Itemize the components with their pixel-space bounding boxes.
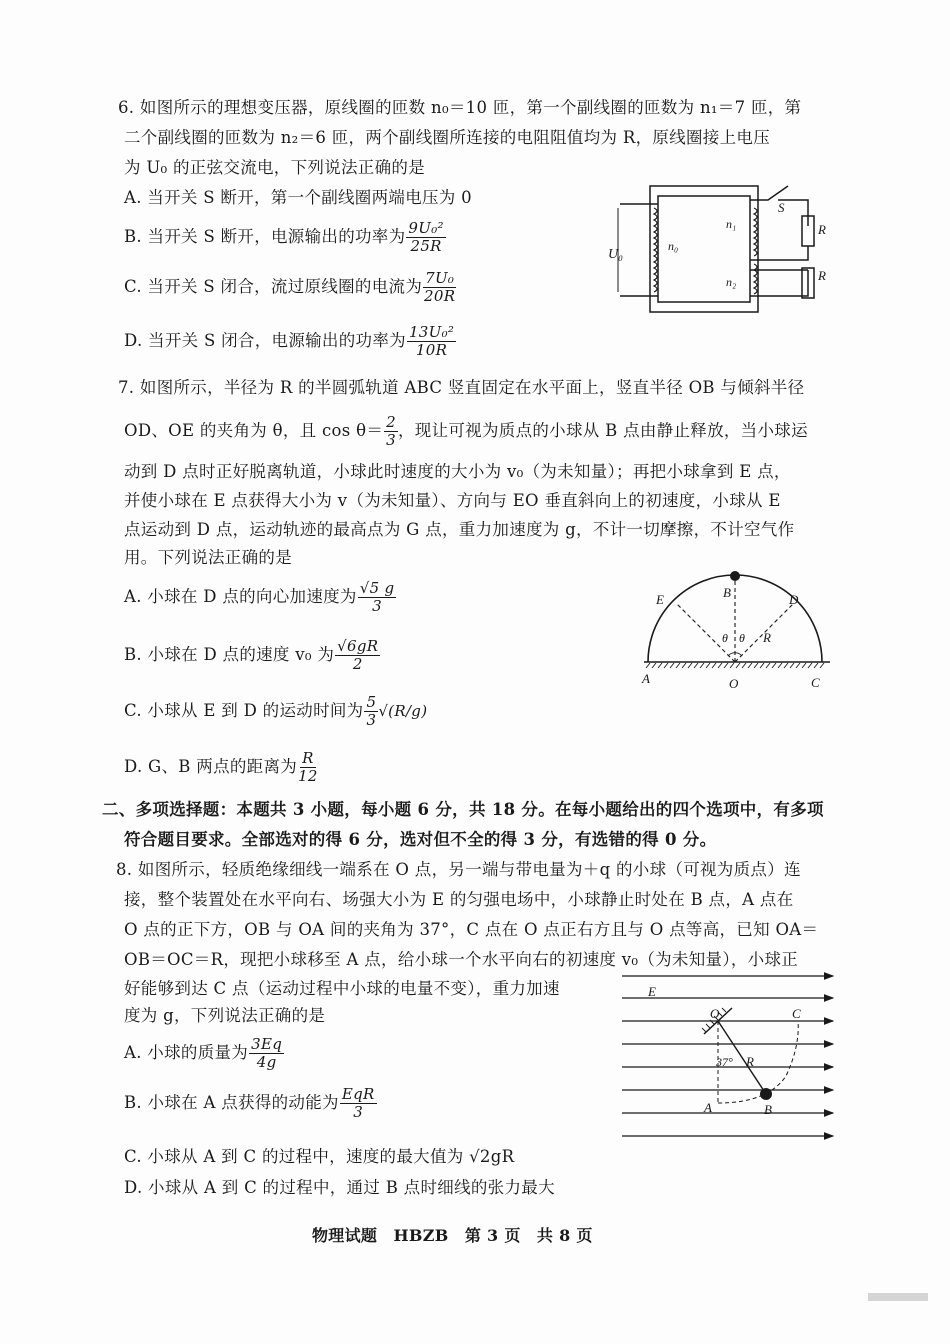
q8-stem-line: 接，整个装置处在水平向右、场强大小为 E 的匀强电场中，小球静止时处在 B 点，A 点在 <box>124 890 794 909</box>
label-angle: 37° <box>716 1055 733 1069</box>
option-text: B. 当开关 S 断开，电源输出的功率为 <box>124 227 406 246</box>
label-o: O <box>729 676 739 691</box>
label-e: E <box>656 592 664 607</box>
option-text: A. 小球的质量为 <box>124 1043 249 1062</box>
numerator: 7U₀ <box>425 269 455 287</box>
label-switch-s: S <box>778 200 785 215</box>
page-footer: 物理试题 HBZB 第 3 页 共 8 页 <box>312 1226 593 1245</box>
q8-option-b <box>124 1086 377 1121</box>
q8-stem-line: 好能够到达 C 点（运动过程中小球的电量不变），重力加速 <box>124 979 560 998</box>
q7-option-a <box>124 580 396 615</box>
option-text: B. 小球在 A 点获得的动能为 <box>124 1093 339 1112</box>
numerator: √5 g <box>359 579 395 597</box>
q6-stem-line: 为 U₀ 的正弦交流电，下列说法正确的是 <box>124 158 426 177</box>
q7-stem-line: 7. 如图所示，半径为 R 的半圆弧轨道 ABC 竖直固定在水平面上，竖直半径 OB 与倾斜半径 <box>118 378 805 397</box>
label-e: E <box>648 984 656 999</box>
label-n1: n₁ <box>726 217 737 231</box>
denominator: 3 <box>353 1103 364 1121</box>
fraction <box>406 220 445 255</box>
q6-stem-line: 二个副线圈的匝数为 n₂＝6 匝，两个副线圈所连接的电阻阻值均为 R，原线圈接上电压 <box>124 128 770 147</box>
label-u0: U₀ <box>608 247 623 262</box>
fraction <box>335 638 380 673</box>
denominator: 2 <box>352 655 363 673</box>
denominator: 3 <box>372 597 382 615</box>
denominator: 3 <box>366 711 377 729</box>
q6-option-b <box>124 220 446 255</box>
numerator: 2 <box>386 413 396 431</box>
label-a: A <box>704 1100 712 1115</box>
q7-option-d <box>124 750 318 785</box>
fraction <box>340 1086 377 1121</box>
q6-stem-line: 6. 如图所示的理想变压器，原线圈的匝数 n₀＝10 匝，第一个副线圈的匝数为 n₁＝7 匝，第 <box>118 98 802 117</box>
watermark <box>868 1293 928 1301</box>
numerator: 13U₀² <box>408 323 455 341</box>
q6-option-c <box>124 270 456 305</box>
label-r1: R <box>818 222 826 237</box>
denominator: 3 <box>386 431 396 449</box>
fraction <box>407 324 456 359</box>
ground-hatching <box>646 663 824 668</box>
label-c: C <box>811 675 820 690</box>
sqrt-term: √(R/g) <box>378 702 428 720</box>
q7-stem-line: 并使小球在 E 点获得大小为 v（为未知量）、方向与 EO 垂直斜向上的初速度，小球从 E <box>124 491 781 510</box>
q7-stem-line <box>124 414 808 449</box>
label-c: C <box>792 1006 801 1021</box>
transformer-diagram <box>600 178 850 318</box>
denominator: 12 <box>298 767 318 785</box>
denominator: 4g <box>256 1053 277 1071</box>
fraction <box>249 1036 284 1071</box>
q7-stem-line: 动到 D 点时正好脱离轨道，小球此时速度的大小为 v₀（为未知量）；再把小球拿到 E 点， <box>124 462 791 481</box>
label-b: B <box>764 1102 772 1117</box>
fraction <box>358 580 397 615</box>
option-text: C. 当开关 S 闭合，流过原线圈的电流为 <box>124 277 423 296</box>
label-theta: θ <box>722 631 728 645</box>
q7-stem-line: 点运动到 D 点，运动轨迹的最高点为 G 点，重力加速度为 g，不计一切摩擦，不计空气作 <box>124 520 795 539</box>
label-o: O <box>710 1006 720 1021</box>
stem-text: OD、OE 的夹角为 θ，且 cos θ＝ <box>124 421 384 440</box>
option-text: B. 小球在 D 点的速度 v₀ 为 <box>124 645 335 664</box>
numerator: √6gR <box>337 637 379 655</box>
label-theta: θ <box>739 631 745 645</box>
label-a: A <box>642 671 650 686</box>
fraction <box>298 750 318 785</box>
section-instructions: 符合题目要求。全部选对的得 6 分，选对但不全的得 3 分，有选错的得 0 分。 <box>124 830 717 849</box>
label-n0: n₀ <box>668 239 679 253</box>
q6-option-d <box>124 324 456 359</box>
q8-option-c: C. 小球从 A 到 C 的过程中，速度的最大值为 √2gR <box>124 1147 515 1166</box>
denominator: 10R <box>415 341 448 359</box>
label-n2: n₂ <box>726 275 737 289</box>
ball <box>730 571 740 581</box>
fraction <box>384 414 398 449</box>
q7-stem-line: 用。下列说法正确的是 <box>124 548 292 567</box>
denominator: 20R <box>424 287 456 305</box>
fraction <box>364 694 378 729</box>
section-heading: 二、多项选择题：本题共 3 小题，每小题 6 分，共 18 分。在每小题给出的四个选项中，有多项 <box>102 800 824 819</box>
option-text: D. 当开关 S 闭合，电源输出的功率为 <box>124 331 406 350</box>
q8-stem-line: 8. 如图所示，轻质绝缘细线一端系在 O 点，另一端与带电量为＋q 的小球（可视为质点）连 <box>116 860 801 879</box>
stem-text: ，现让可视为质点的小球从 B 点由静止释放，当小球运 <box>397 421 808 440</box>
electric-field-diagram <box>618 966 840 1146</box>
numerator: EqR <box>341 1085 375 1103</box>
numerator: 3Eq <box>251 1035 283 1053</box>
label-r: R <box>763 630 771 645</box>
q8-stem-line: OB＝OC＝R，现把小球移至 A 点，给小球一个水平向右的初速度 v₀（为未知量），小球正 <box>124 950 799 969</box>
q8-option-a <box>124 1036 284 1071</box>
q8-stem-line: O 点的正下方，OB 与 OA 间的夹角为 37°，C 点在 O 点正右方且与 O 点等高，已知 OA＝ <box>124 920 819 939</box>
numerator: 9U₀² <box>408 219 444 237</box>
numerator: R <box>302 749 314 767</box>
fraction <box>423 270 456 305</box>
option-text: D. G、B 两点的距离为 <box>124 757 298 776</box>
semicircle-track-diagram <box>638 570 838 692</box>
label-r: R <box>746 1054 754 1069</box>
denominator: 25R <box>410 237 442 255</box>
q7-option-b <box>124 638 380 673</box>
option-text: A. 小球在 D 点的向心加速度为 <box>124 587 357 606</box>
q7-option-c <box>124 694 427 729</box>
label-d: D <box>789 592 799 607</box>
label-r2: R <box>818 268 826 283</box>
label-b: B <box>723 585 731 600</box>
ball <box>760 1088 772 1100</box>
q8-option-d: D. 小球从 A 到 C 的过程中，通过 B 点时细线的张力最大 <box>124 1178 555 1197</box>
numerator: 5 <box>366 693 377 711</box>
q8-stem-line: 度为 g，下列说法正确的是 <box>124 1006 326 1025</box>
option-text: C. 小球从 E 到 D 的运动时间为 <box>124 701 364 720</box>
q6-option-a: A. 当开关 S 断开，第一个副线圈两端电压为 0 <box>124 188 472 207</box>
